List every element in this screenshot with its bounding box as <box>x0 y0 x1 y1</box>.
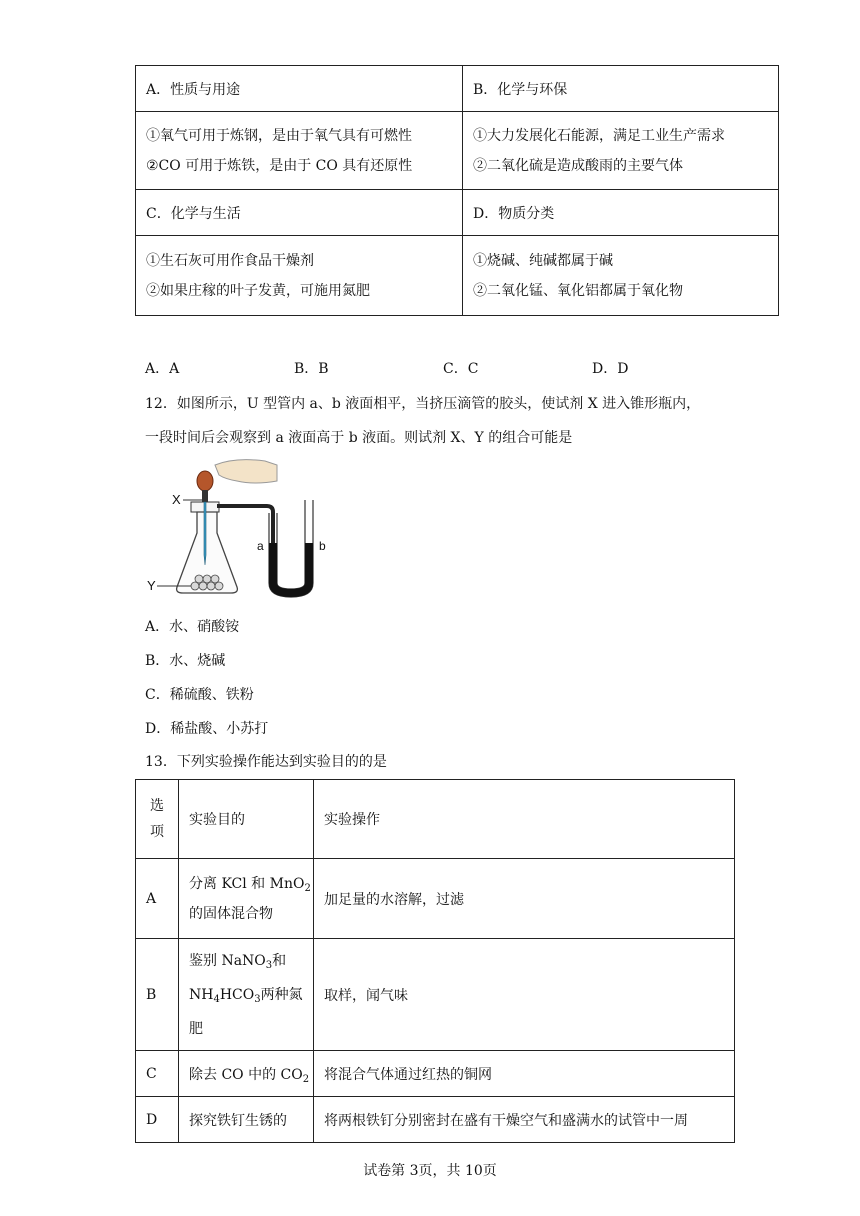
q11-b-item: ①大力发展化石能源，满足工业生产需求 <box>473 127 725 144</box>
q13-row-purpose: 鉴别 NaNO$_3$和 $NH_4HCO_3$两种氮 肥 <box>179 939 314 1051</box>
dropper-tube <box>204 502 206 565</box>
q11-d-header: D．物质分类 <box>463 190 779 236</box>
q11-b-item: ②二氧化硫是造成酸雨的主要气体 <box>473 157 683 174</box>
q13-row-operation: 加足量的水溶解，过滤 <box>314 859 735 939</box>
q11-option: C．C <box>443 361 479 377</box>
q11-option: D．D <box>592 361 629 377</box>
label-y: Y <box>147 578 156 593</box>
q13-header-operation: 实验操作 <box>314 780 735 859</box>
q11-d-items <box>463 236 779 316</box>
q11-c-item: ②如果庄稼的叶子发黄，可施用氮肥 <box>146 282 370 299</box>
table-row <box>136 1097 735 1143</box>
q13-row-option: D <box>136 1097 179 1143</box>
q11-c-header: C．化学与生活 <box>136 190 463 236</box>
dropper-neck <box>202 490 208 502</box>
q12-apparatus-figure <box>145 455 345 605</box>
table-row <box>136 1051 735 1097</box>
q13-stem: 13．下列实验操作能达到实验目的的是 <box>145 754 387 770</box>
q13-row-operation: 将混合气体通过红热的铜网 <box>314 1051 735 1097</box>
q11-a-item: ①氧气可用于炼钢，是由于氧气具有可燃性 <box>146 127 412 144</box>
q12-option: B．水、烧碱 <box>145 653 226 669</box>
q13-row-option: A <box>136 859 179 939</box>
q12-option: D．稀盐酸、小苏打 <box>145 721 269 737</box>
q13-header-option: 选 项 <box>136 780 179 859</box>
q11-option: A．A <box>145 361 180 377</box>
q13-row-purpose: 探究铁钉生锈的 <box>179 1097 314 1143</box>
q11-c-items <box>136 236 463 316</box>
q11-option: B．B <box>294 361 329 377</box>
hand-icon <box>215 460 277 483</box>
page-footer: 试卷第 3页，共 10页 <box>363 1163 497 1179</box>
label-x: X <box>172 492 181 507</box>
q12-stem: 一段时间后会观察到 a 液面高于 b 液面。则试剂 X、Y 的组合可能是 <box>145 430 573 446</box>
q11-c-item: ①生石灰可用作食品干燥剂 <box>146 252 314 269</box>
solid-y-particles <box>191 575 223 590</box>
q13-row-operation: 将两根铁钉分别密封在盛有干燥空气和盛满水的试管中一周 <box>314 1097 735 1143</box>
table-row <box>136 939 735 1051</box>
q11-d-item: ①烧碱、纯碱都属于碱 <box>473 252 613 269</box>
q13-header-purpose: 实验目的 <box>179 780 314 859</box>
q11-a-item: ②CO 可用于炼铁，是由于 CO 具有还原性 <box>146 157 413 174</box>
q11-b-header: B．化学与环保 <box>463 66 779 112</box>
q13-row-operation: 取样，闻气味 <box>314 939 735 1051</box>
q12-stem: 12．如图所示，U 型管内 a、b 液面相平，当挤压滴管的胶头，使试剂 X 进入锥形瓶内， <box>145 396 701 412</box>
q13-row-purpose: 除去 CO 中的 $CO_2$ <box>179 1051 314 1097</box>
q11-d-item: ②二氧化锰、氧化铝都属于氧化物 <box>473 282 683 299</box>
q13-row-option: B <box>136 939 179 1051</box>
q11-a-items <box>136 112 463 190</box>
q11-b-items <box>463 112 779 190</box>
q11-table <box>135 65 779 316</box>
label-b: b <box>319 539 326 553</box>
q13-row-option: C <box>136 1051 179 1097</box>
q12-option: A．水、硝酸铵 <box>145 619 240 635</box>
q13-row-purpose: 分离 KCl 和 MnO$_2$ 的固体混合物 <box>179 859 314 939</box>
label-a: a <box>257 539 264 553</box>
q11-a-header: A．性质与用途 <box>136 66 463 112</box>
q13-table <box>135 779 735 1143</box>
table-row <box>136 859 735 939</box>
dropper-bulb-icon <box>197 471 213 491</box>
q12-option: C．稀硫酸、铁粉 <box>145 687 254 703</box>
